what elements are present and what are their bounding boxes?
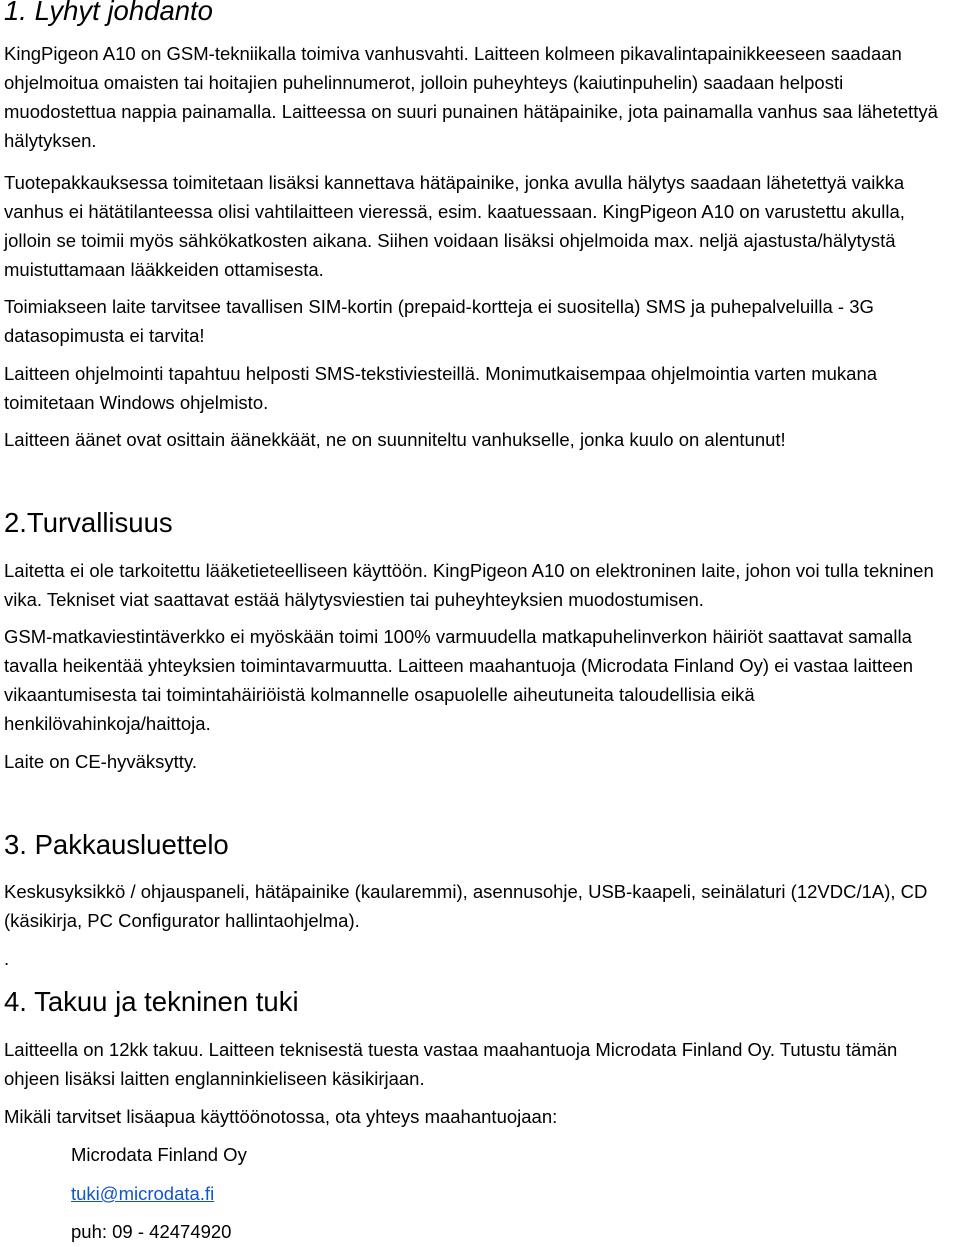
section-2-heading: 2.Turvallisuus [4, 507, 173, 538]
section-3-heading: 3. Pakkausluettelo [4, 829, 229, 860]
section-2-paragraph-3: Laite on CE-hyväksytty. [4, 751, 197, 772]
section-1-heading: 1. Lyhyt johdanto [4, 0, 213, 26]
section-4-paragraph-2: Mikäli tarvitset lisäapua käyttöönotossa, ota yhteys maahantuojaan: [4, 1106, 558, 1127]
section-4-heading: 4. Takuu ja tekninen tuki [4, 986, 299, 1017]
contact-email[interactable]: tuki@microdata.fi [71, 1183, 215, 1204]
section-4-paragraph-1: Laitteella on 12kk takuu. Laitteen teknisestä tuesta vastaa maahantuoja Microdata Finland Oy. Tutustu tämän ohjeen lisäksi laitten englanninkieliseen käsikirjaan. [4, 1039, 898, 1089]
section-1-paragraph-2: Tuotepakkauksessa toimitetaan lisäksi kannettava hätäpainike, jonka avulla hälytys saadaan lähetettyä vaikka vanhus ei hätätilanteessa olisi vahtilaitteen vieressä, esim. kaatuessaan. KingPigeon A10 on varustettu akulla, jolloin se toimii myös sähkökatkosten aikana. Siihen voidaan lisäksi ohjelmoida max. neljä ajastusta/hälytystä muistuttamaan lääkkeiden ottamisesta. [4, 172, 905, 280]
section-2-paragraph-2: GSM-matkaviestintäverkko ei myöskään toimi 100% varmuudella matkapuhelinverkon häiriöt saattavat samalla tavalla heikentää yhteyksien toimintavarmuutta. Laitteen maahantuoja (Microdata Finland Oy) ei vastaa laitteen vikaantumisesta tai toimintahäiriöistä kolmannelle osapuolelle aiheutuneita taloudellisia eikä henkilövahinkoja/haittoja. [4, 626, 914, 734]
contact-phone: puh: 09 - 42474920 [71, 1221, 232, 1242]
section-1-paragraph-5: Laitteen äänet ovat osittain äänekkäät, ne on suunniteltu vanhukselle, jonka kuulo on alentunut! [4, 429, 786, 450]
contact-email-link[interactable] [71, 1179, 214, 1208]
section-3-paragraph-1: Keskusyksikkö / ohjauspaneli, hätäpainike (kaularemmi), asennusohje, USB-kaapeli, seinälaturi (12VDC/1A), CD (käsikirja, PC Configurator hallintaohjelma). [4, 881, 928, 931]
section-1-paragraph-3: Toimiakseen laite tarvitsee tavallisen SIM-kortin (prepaid-kortteja ei suositella) SMS ja puhepalveluilla - 3G datasopimusta ei tarvita! [4, 296, 874, 346]
contact-company: Microdata Finland Oy [71, 1144, 247, 1165]
section-1-paragraph-4: Laitteen ohjelmointi tapahtuu helposti SMS-tekstiviesteillä. Monimutkaisempaa ohjelmointia varten mukana toimitetaan Windows ohjelmisto. [4, 363, 878, 413]
section-1-paragraph-1: KingPigeon A10 on GSM-tekniikalla toimiva vanhusvahti. Laitteen kolmeen pikavalintapainikkeeseen saadaan ohjelmoitua omaisten tai hoitajien puhelinnumerot, jolloin puheyhteys (kaiutinpuhelin) saadaan helposti muodostettua nappia painamalla. Laitteessa on suuri punainen hätäpainike, jota painamalla vanhus saa lähetettyä hälytyksen. [4, 43, 938, 151]
section-2-paragraph-1: Laitetta ei ole tarkoitettu lääketieteelliseen käyttöön. KingPigeon A10 on elektroninen laite, johon voi tulla tekninen vika. Tekniset viat saattavat estää hälytysviestien tai puheyhteyksien muodostumisen. [4, 560, 934, 610]
section-3-paragraph-2: . [4, 948, 10, 969]
